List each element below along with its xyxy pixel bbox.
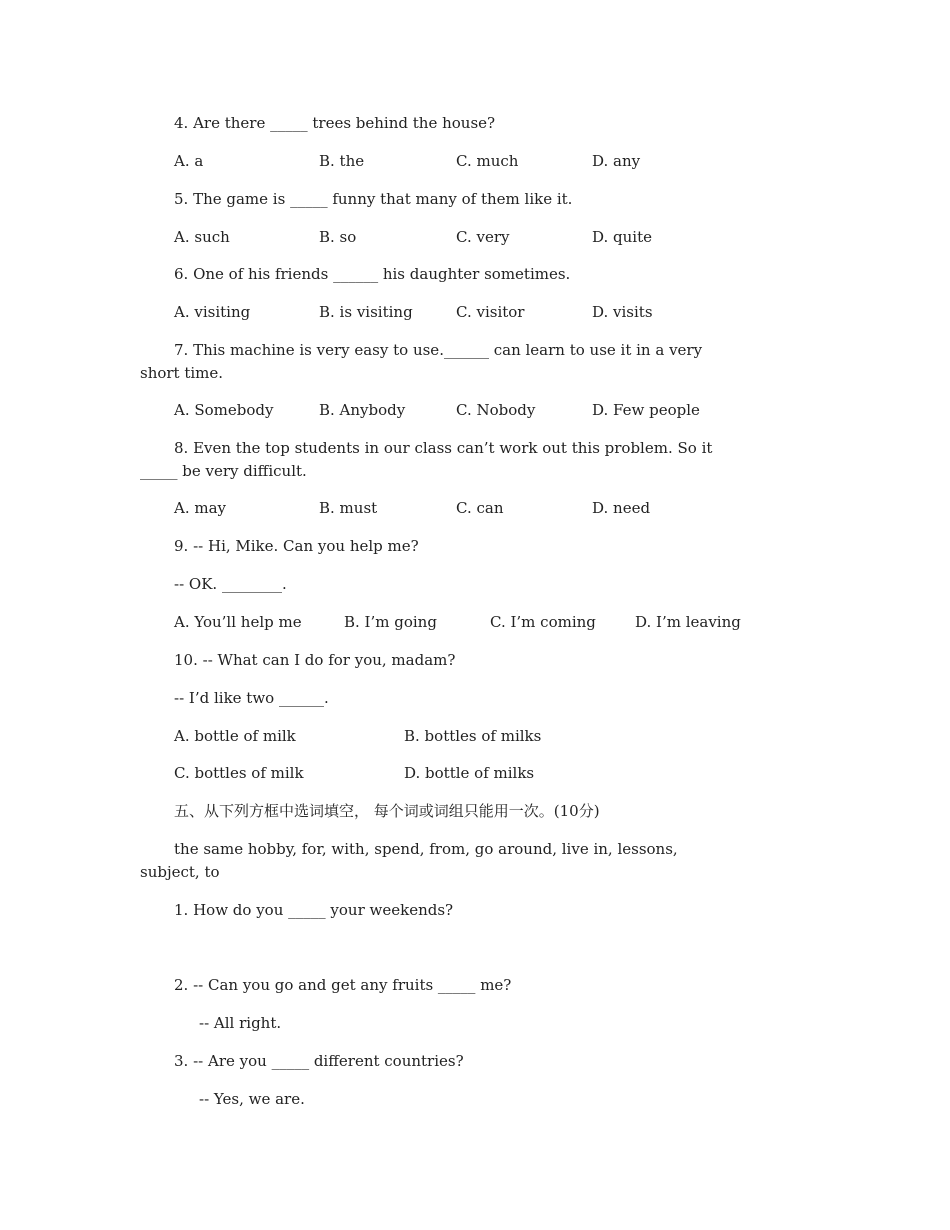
q10-option-a: A. bottle of milk bbox=[174, 727, 296, 745]
question-7-stem-continued: short time. bbox=[140, 364, 224, 382]
q9-option-a: A. You’ll help me bbox=[174, 613, 302, 631]
question-5-stem: 5. The game is _____ funny that many of them like it. bbox=[174, 190, 573, 208]
fill-item-2-reply: -- All right. bbox=[199, 1014, 282, 1032]
word-bank-line-2: subject, to bbox=[140, 863, 220, 881]
q9-option-d: D. I’m leaving bbox=[635, 613, 741, 631]
question-8-stem: 8. Even the top students in our class can’t work out this problem. So it bbox=[174, 439, 713, 457]
q9-option-b: B. I’m going bbox=[344, 613, 437, 631]
q8-option-a: A. may bbox=[174, 499, 227, 517]
q7-option-c: C. Nobody bbox=[456, 401, 536, 419]
q8-option-d: D. need bbox=[592, 499, 651, 517]
fill-item-2: 2. -- Can you go and get any fruits _____ me? bbox=[174, 976, 512, 994]
q5-option-d: D. quite bbox=[592, 228, 652, 246]
word-bank-line-1: the same hobby, for, with, spend, from, go around, live in, lessons, bbox=[174, 840, 678, 858]
question-9-stem: 9. -- Hi, Mike. Can you help me? bbox=[174, 537, 419, 555]
question-4-stem: 4. Are there _____ trees behind the house? bbox=[174, 114, 496, 132]
q6-option-a: A. visiting bbox=[174, 303, 251, 321]
q5-option-c: C. very bbox=[456, 228, 510, 246]
question-10-reply: -- I’d like two ______. bbox=[174, 689, 329, 707]
question-10-stem: 10. -- What can I do for you, madam? bbox=[174, 651, 456, 669]
q5-option-b: B. so bbox=[319, 228, 357, 246]
q4-option-a: A. a bbox=[174, 152, 204, 170]
q8-option-b: B. must bbox=[319, 499, 378, 517]
q10-option-b: B. bottles of milks bbox=[404, 727, 542, 745]
q7-option-b: B. Anybody bbox=[319, 401, 406, 419]
q6-option-c: C. visitor bbox=[456, 303, 525, 321]
q7-option-a: A. Somebody bbox=[174, 401, 274, 419]
q6-option-d: D. visits bbox=[592, 303, 653, 321]
q6-option-b: B. is visiting bbox=[319, 303, 413, 321]
q5-option-a: A. such bbox=[174, 228, 230, 246]
q9-option-c: C. I’m coming bbox=[490, 613, 596, 631]
q10-option-c: C. bottles of milk bbox=[174, 764, 304, 782]
q4-option-d: D. any bbox=[592, 152, 641, 170]
q4-option-b: B. the bbox=[319, 152, 365, 170]
q4-option-c: C. much bbox=[456, 152, 519, 170]
fill-item-3-reply: -- Yes, we are. bbox=[199, 1090, 305, 1108]
fill-item-3: 3. -- Are you _____ different countries? bbox=[174, 1052, 464, 1070]
question-9-reply: -- OK. ________. bbox=[174, 575, 287, 593]
question-8-stem-continued: _____ be very difficult. bbox=[140, 462, 307, 480]
question-6-stem: 6. One of his friends ______ his daughter sometimes. bbox=[174, 265, 571, 283]
question-7-stem: 7. This machine is very easy to use.______ can learn to use it in a very bbox=[174, 341, 703, 359]
fill-item-1: 1. How do you _____ your weekends? bbox=[174, 901, 454, 919]
section-5-heading: 五、从下列方框中选词填空， 每个词或词组只能用一次。(10分) bbox=[174, 802, 600, 820]
q10-option-d: D. bottle of milks bbox=[404, 764, 535, 782]
q8-option-c: C. can bbox=[456, 499, 504, 517]
q7-option-d: D. Few people bbox=[592, 401, 700, 419]
